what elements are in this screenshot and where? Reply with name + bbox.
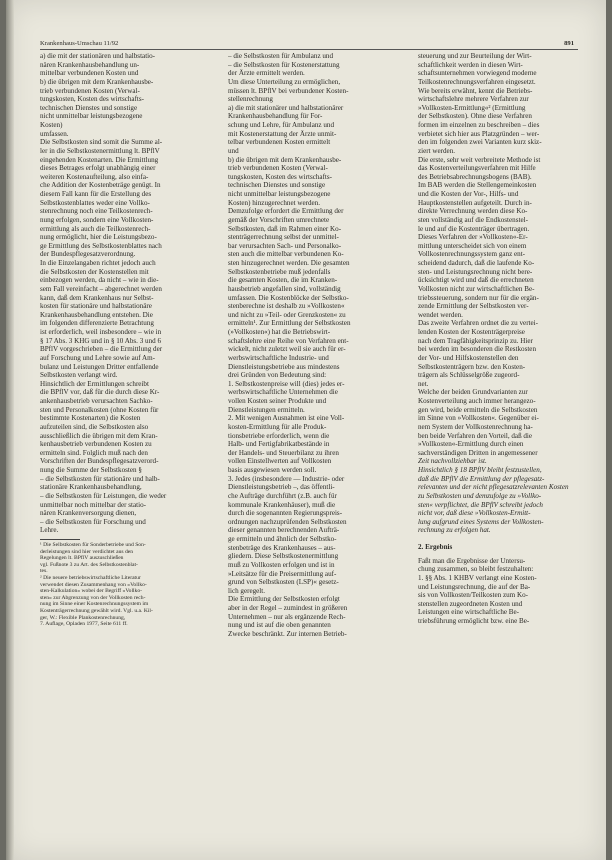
text-line: daß die BPflV die Ermittlung der pflegesatz- bbox=[418, 474, 545, 483]
text-line: wickelt, nicht zuletzt weil sie auch für er- bbox=[228, 345, 346, 354]
text-line: zu Selbstkosten und demzufolge zu »Vollko- bbox=[418, 491, 542, 500]
text-line: bei werden im besonderen die Restkosten bbox=[418, 345, 536, 354]
text-line: der Ärzte ermittelt werden. bbox=[228, 69, 305, 78]
text-line: b) die übrigen mit dem Krankenhausbe- bbox=[228, 155, 342, 164]
text-line: gliedern. Diese Selbstkostenermittlung bbox=[228, 552, 339, 561]
footnote-rule bbox=[40, 539, 80, 540]
text-line: b) die übrigen mit dem Krankenhausbe- bbox=[40, 77, 154, 86]
text-line: basis ausgewiesen werden soll. bbox=[228, 466, 317, 474]
text-line: Kostenverteilung auch immer herangezo- bbox=[418, 397, 536, 405]
text-line: kommunale Krankenhäuser), muß die bbox=[228, 500, 336, 509]
text-line: kosten für stationäre und halbstationäre bbox=[40, 302, 152, 311]
text-line: des Betriebsabrechnungsbogens (BAB). bbox=[418, 172, 532, 181]
text-line: und die Kosten der Vor-, Hilfs- und bbox=[418, 190, 519, 198]
text-line: eingehenden Kostenarten. Die Ermittlung bbox=[40, 155, 159, 164]
text-line: formen im einzelnen zu beschreiben – dies bbox=[418, 121, 540, 129]
text-line: nung erfolgen, sondern eine Vollkosten- bbox=[40, 215, 154, 224]
text-line: ausschließlich die übrigen mit dem Kran- bbox=[40, 431, 158, 440]
text-line: sten vollständig auf die Endkostenstel- bbox=[418, 215, 528, 224]
text-line: Vollkostenrechnungssystem ganz ent- bbox=[418, 250, 526, 259]
text-line: aber in der Regel – zumindest in größeren bbox=[228, 604, 348, 612]
text-line: relevanten und der nicht pflegesatzrelevanten Kosten bbox=[418, 483, 569, 492]
text-line: Die Selbstkosten sind somit die Summe al- bbox=[40, 138, 163, 147]
text-line: und nicht zu »Teil- oder Grenzkosten« zu bbox=[228, 310, 346, 319]
text-line: nicht vor, daß diese »Vollkosten-Ermitt- bbox=[418, 509, 531, 518]
text-line: scheidend dadurch, daß die laufende Ko- bbox=[418, 259, 535, 267]
text-line: sten hinzugerechnet werden. Die gesamten bbox=[228, 259, 350, 267]
text-line: tes. bbox=[40, 568, 48, 575]
text-line: das Kostenverteilungsverfahren mit Hilfe bbox=[418, 164, 536, 173]
text-line: der Bundespflegesatzverordnung. bbox=[40, 250, 136, 259]
text-line: che Addition der Kostenbeträge genügt. In bbox=[40, 181, 161, 190]
text-line: Hinsichtlich § 18 BPflV bleibt festzustellen, bbox=[418, 466, 542, 474]
text-line: nären Krankenhausbehandlung un- bbox=[40, 60, 140, 69]
text-line: technischen Dienstes und sonstige bbox=[40, 103, 138, 112]
text-line: triebssteuerung, sondern nur für die ergän- bbox=[418, 293, 539, 302]
text-line: Selbstkosten verlangt wird. bbox=[40, 371, 118, 380]
text-line: telbar verbundenen Kosten ermittelt bbox=[228, 138, 331, 147]
text-line: sten und Personalkosten (ohne Kosten für bbox=[40, 405, 159, 414]
column-2 bbox=[228, 52, 388, 842]
text-line: Vollkosten nicht zur wirtschaftlichen Be- bbox=[418, 284, 535, 293]
text-line: der Handels- und Steuerbilanz zu ihren bbox=[228, 448, 339, 457]
text-line: »Vollkosten-Ermittlung«² (Ermittlung bbox=[418, 103, 526, 112]
column-1 bbox=[40, 52, 200, 842]
text-line: Kostenträgerrechnung gewählt wird. Vgl. u.a. Kil- bbox=[40, 607, 153, 614]
text-line: hausbetrieb angefallen sind, vollständig bbox=[228, 284, 341, 293]
text-line: werbswirtschaftliche Industrie- und bbox=[228, 353, 329, 362]
text-line: nung die Summe der Selbstkosten § bbox=[40, 466, 142, 474]
running-header bbox=[40, 40, 578, 50]
text-line: – die Selbstkosten für Ambulanz und bbox=[228, 52, 334, 60]
text-line: a) die mit der stationären und halbstatio- bbox=[40, 52, 156, 60]
text-line: stationäre Krankenhausbehandlung, bbox=[40, 483, 142, 492]
text-line: Selbstkosten, daß im Rahmen einer Ko- bbox=[228, 224, 342, 233]
text-line: ben beide Verfahren den Vorteil, daß die bbox=[418, 431, 533, 440]
text-line: schaftslehre eine Reihe von Verfahren ent- bbox=[228, 336, 349, 345]
text-line: lenden Kosten der Kostenträgerpreise bbox=[418, 328, 525, 336]
text-line: kenhausbetrieb verbundenen Kosten zu bbox=[40, 440, 152, 449]
text-line: wirtschaftslehre mehrere Verfahren zur bbox=[418, 95, 529, 104]
text-line: – die Selbstkosten für Forschung und bbox=[40, 517, 146, 526]
text-line: bestimmte Kostenarten) die Kosten bbox=[40, 414, 141, 423]
column-3 bbox=[418, 52, 582, 842]
text-line: – die Selbstkosten für Kostenerstattung bbox=[228, 60, 340, 69]
text-line: trägern als Schlüsselgröße zugeord- bbox=[418, 371, 520, 380]
text-line: 1. §§ Abs. 1 KHBV verlangt eine Kosten- bbox=[418, 573, 537, 582]
text-line: sten« verpflichtet, die BPflV schreibt jedoch bbox=[418, 500, 543, 509]
text-line: ger, W.: Flexible Plankostenrechnung, bbox=[40, 614, 126, 621]
text-line: Im BAB werden die Stellengemeinkosten bbox=[418, 181, 537, 190]
text-line: umfassen. bbox=[40, 129, 69, 138]
text-line: 7. Auflage, Opladen 1977, Seite 611 ff. bbox=[40, 621, 128, 628]
text-line: ankenhausbetrieb verursachten Sachko- bbox=[40, 397, 153, 405]
text-line: ler in die Selbstkostenermittlung lt. BPflV bbox=[40, 146, 160, 155]
text-line: ¹ Die Selbstkosten für Sonderbetriebe und Son- bbox=[40, 542, 146, 548]
text-line: verwendet diesen Zusammenhang von »Vollko- bbox=[40, 581, 147, 588]
text-line: vollen Kosten seiner Produkte und bbox=[228, 397, 327, 405]
text-line: nach dem Tragfähigkeitsprinzip zu. Hier bbox=[418, 336, 533, 345]
text-line: mittlung unterscheidet sich von einem bbox=[418, 241, 527, 250]
text-line: nicht unmittelbar leistungsbezogene bbox=[40, 112, 143, 121]
text-line: Das zweite Verfahren ordnet die zu vertei- bbox=[418, 319, 539, 328]
text-line: wendet werden. bbox=[418, 310, 463, 319]
text-line: Wie bereits erwähnt, kennt die Betriebs- bbox=[418, 86, 533, 95]
text-line: die gesamten Kosten, die im Kranken- bbox=[228, 276, 338, 285]
text-line: nicht unmittelbar leistungsbezogene bbox=[228, 190, 331, 198]
text-line: Dieses Verfahren der »Vollkosten«-Er- bbox=[418, 233, 528, 242]
text-line: Teilkostenrechnungsverfahren eingesetzt. bbox=[418, 77, 536, 86]
text-line: ücksichtigt wird und daß die errechneten bbox=[418, 276, 534, 285]
text-line: ermittlung als auch die Teilkostenrech- bbox=[40, 224, 151, 233]
text-line: Regelungen lt. BPflV auszuschließen bbox=[40, 555, 124, 562]
text-line: gen wird, beide ermitteln die Selbstkosten bbox=[418, 405, 538, 414]
text-line: ge Ermittlung des Selbstkostenblattes nach bbox=[40, 241, 162, 250]
text-line: bar verursachten Sach- und Personalko- bbox=[228, 241, 342, 250]
text-line: chung zusammen, so bleibt festzuhalten: bbox=[418, 565, 534, 574]
text-line: nem System der Vollkostenrechnung ha- bbox=[418, 422, 533, 431]
text-line: mittelbar verbundenen Kosten und bbox=[40, 69, 139, 78]
text-line: umfassen. Die Kostenblöcke der Selbstko- bbox=[228, 293, 349, 302]
text-line: und bbox=[228, 146, 239, 155]
text-line: Halb- und Fertigfabrikatbestände in bbox=[228, 440, 330, 449]
text-line: BPflV vorgeschrieben – die Ermittlung der bbox=[40, 345, 163, 354]
text-line: Demzufolge erfordert die Ermittlung der bbox=[228, 207, 344, 216]
text-line: trieb verbundenen Kosten (Verwal- bbox=[40, 86, 140, 95]
text-line: die BPflV vor, daß für die durch diese Kr- bbox=[40, 388, 160, 397]
text-line: tionsbetriebe erforderlich, wenn die bbox=[228, 431, 330, 440]
text-line: trieb verbundenen Kosten (Verwal- bbox=[228, 164, 328, 173]
text-line: grund von Selbstkosten (LSP)« gesetz- bbox=[228, 578, 339, 587]
text-line: – die Selbstkosten für stationäre und halb- bbox=[40, 474, 160, 483]
text-line: Vorschriften der Bundespflegesatzverord- bbox=[40, 457, 159, 466]
text-line: sten auch die mittelbar verbundenen Ko- bbox=[228, 250, 344, 259]
text-line: rechnung zu erfolgen hat. bbox=[418, 526, 491, 535]
text-line: ist erforderlich, weil insbesondere – wie in bbox=[40, 328, 162, 336]
text-line: a) die mit stationärer und halbstationärer bbox=[228, 103, 344, 112]
text-line: vollen Einstellwerten auf Vollkosten bbox=[228, 457, 332, 466]
section-heading: 2. Ergebnis bbox=[418, 543, 453, 551]
text-line: »Vollkosten«-Ermittlung durch einen bbox=[418, 440, 524, 449]
text-line: 1. Selbstkostenpreise will (dies) jedes er- bbox=[228, 379, 345, 388]
text-line: Zeit nachvollziehbar ist. bbox=[418, 457, 487, 466]
text-line: aufzuteilen sind, die Selbstkosten also bbox=[40, 422, 149, 431]
text-line: kosten-Ermittlung für alle Produk- bbox=[228, 422, 327, 431]
text-line: nung und ist auf die oben genannten bbox=[228, 621, 331, 630]
text-line: sten- und Leistungsrechnung nicht bere- bbox=[418, 267, 533, 276]
text-line: Kosten) hinzugerechnet werden. bbox=[228, 198, 320, 207]
text-line: 2. Mit wenigen Ausnahmen ist eine Voll- bbox=[228, 414, 345, 423]
text-line: sten-Kalkulation« wobei der Begriff »Vollko- bbox=[40, 588, 143, 595]
text-line: Dienstleistungsbetrieb –, das öffentli- bbox=[228, 483, 335, 492]
text-line: weiteren Kostenaufteilung, also einfa- bbox=[40, 172, 149, 181]
text-line: § 17 Abs. 3 KHG und in § 10 Abs. 3 und 6 bbox=[40, 336, 161, 345]
text-line: Krankenhausbehandlung entstehen. Die bbox=[40, 310, 153, 319]
text-line: Zwecke beschränkt. Zur internen Betrieb- bbox=[228, 629, 347, 638]
text-line: Hauptkostenstellen aufgeteilt. Durch in- bbox=[418, 198, 532, 207]
text-line: »Leitsätze für die Preisermittlung auf- bbox=[228, 569, 337, 578]
text-line: vgl. Fußnote 3 zu Art. des Selbstkostenblat- bbox=[40, 561, 138, 568]
text-line: werbswirtschaftliche Unternehmen die bbox=[228, 388, 338, 397]
text-line: der Selbstkosten). Ohne diese Verfahren bbox=[418, 112, 532, 121]
text-line: dieser genannten berechnenden Aufträ- bbox=[228, 526, 340, 535]
journal-title: Krankenhaus-Umschau 11/92 bbox=[40, 40, 119, 47]
text-line: stellenrechnung bbox=[228, 95, 273, 104]
text-line: Dienstleistungsbetriebe aus mindestens bbox=[228, 362, 340, 371]
text-line: nung ermöglicht, hier die Leistungsbezo- bbox=[40, 233, 157, 242]
text-line: kann, daß dem Krankenhaus nur Selbst- bbox=[40, 293, 154, 302]
text-line: stenstellen zugeordneten Kosten und bbox=[418, 599, 523, 608]
text-line: ordnungen nachzuprüfenden Selbstkosten bbox=[228, 517, 347, 526]
text-line: Kosten) bbox=[40, 121, 63, 129]
text-line: nären Krankenversorgung dienen, bbox=[40, 509, 137, 518]
text-line: zende Ermittlung der Selbstkosten ver- bbox=[418, 302, 529, 311]
text-line: Faßt man die Ergebnisse der Untersu- bbox=[418, 556, 526, 565]
text-line: Krankenhausbehandlung für For- bbox=[228, 112, 323, 121]
text-line: verbietet sich hier aus Platzgründen – wer- bbox=[418, 129, 540, 138]
text-line: bulanz und Leistungen Dritter entfallende bbox=[40, 362, 159, 371]
text-line: im Sinne von »Vollkosten«. Gegenüber ei- bbox=[418, 414, 539, 423]
text-line: lung aufgrund eines Systems der Vollkosten- bbox=[418, 517, 544, 526]
text-line: sem Fall vereinfacht – abgerechnet werden bbox=[40, 284, 162, 293]
text-line: Selbstkostenbetriebe muß jedenfalls bbox=[228, 267, 331, 276]
text-line: le und auf die Kostenträger übertragen. bbox=[418, 224, 530, 233]
text-line: auf Forschung und Lehre sowie auf Am- bbox=[40, 353, 156, 362]
text-line: tungskosten, Kosten des wirtschafts- bbox=[228, 172, 333, 181]
text-line: schaftlichkeit werden in diesen Wirt- bbox=[418, 60, 523, 69]
text-line: ziert werden. bbox=[418, 146, 456, 155]
text-line: Selbstkostenträgern bzw. den Kosten- bbox=[418, 362, 526, 371]
text-line: gemäß der Vorschriften umrechnete bbox=[228, 215, 330, 224]
text-line: dieses Betrages erfolgt unabhängig einer bbox=[40, 164, 156, 173]
text-line: müssen lt. BPflV bei verbundener Kosten- bbox=[228, 86, 349, 95]
text-line: den im folgenden zwei Varianten kurz skiz- bbox=[418, 138, 542, 147]
text-line: im folgenden differenzierte Betrachtung bbox=[40, 319, 154, 328]
text-line: durch die sogenannten Regierungspreis- bbox=[228, 509, 343, 518]
text-line: ermitteln¹. Zur Ermittlung der Selbstkosten bbox=[228, 319, 351, 328]
text-line: triebsführung ermöglicht bzw. eine Be- bbox=[418, 617, 530, 625]
text-line: tungskosten, Kosten des wirtschafts- bbox=[40, 95, 145, 104]
text-line: net. bbox=[418, 379, 429, 388]
text-line: Dienstleistungen ermitteln. bbox=[228, 405, 305, 414]
text-line: ² Die neuere betriebswirtschaftliche Literatur bbox=[40, 574, 141, 581]
text-line: Hinsichtlich der Ermittlungen schreibt bbox=[40, 379, 149, 388]
document-page bbox=[6, 0, 606, 860]
text-line: lich geregelt. bbox=[228, 586, 266, 595]
text-line: Leistungen eine wirtschaftliche Be- bbox=[418, 608, 520, 617]
text-line: (»Vollkosten«) hat die Betriebswirt- bbox=[228, 328, 331, 336]
text-line: und Leistungsrechnung, die auf der Ba- bbox=[418, 582, 531, 591]
text-line: sis von Vollkosten/Teilkosten zum Ko- bbox=[418, 591, 528, 600]
text-line: 3. Jedes (insbesondere — Industrie- oder bbox=[228, 474, 345, 483]
text-line: muß zu Vollkosten erfolgen und ist in bbox=[228, 560, 335, 569]
text-line: Um diese Unterteilung zu ermöglichen, bbox=[228, 77, 341, 86]
text-line: steuerung und zur Beurteilung der Wirt- bbox=[418, 52, 532, 60]
text-line: stenbeträge des Krankenhauses – aus- bbox=[228, 543, 336, 552]
text-line: stenrechnung noch eine Teilkostenrech- bbox=[40, 207, 153, 216]
text-line: schaftsunternehmen vorwiegend moderne bbox=[418, 69, 537, 78]
text-line: einbezogen werden, da nicht – wie in die- bbox=[40, 276, 159, 285]
page-number: 891 bbox=[564, 40, 574, 47]
text-line: technischen Dienstes und sonstige bbox=[228, 181, 326, 190]
text-line: drei Gründen von Bedeutung sind: bbox=[228, 371, 327, 380]
text-line: direkte Verrechnung werden diese Ko- bbox=[418, 207, 528, 216]
text-line: che Aufträge durchführt (z.B. auch für bbox=[228, 491, 337, 500]
text-line: schung und Lehre, für Ambulanz und bbox=[228, 121, 334, 129]
text-line: stenträgerrechnung selbst der unmittel- bbox=[228, 233, 339, 242]
text-line: – die Selbstkosten für Leistungen, die weder bbox=[40, 491, 167, 500]
binding-shadow bbox=[6, 0, 14, 860]
text-line: Unternehmen – nur als ergänzende Rech- bbox=[228, 612, 346, 621]
text-line: die Selbstkosten der Kostenstellen mit bbox=[40, 267, 149, 276]
text-line: mit Kostenerstattung der Ärzte unmit- bbox=[228, 129, 337, 138]
text-line: der Vor- und Hilfskostenstellen den bbox=[418, 353, 519, 362]
text-line: Selbstkostenblattes weder eine Vollko- bbox=[40, 198, 150, 207]
text-line: Die Ermittlung der Selbstkosten erfolgt bbox=[228, 595, 340, 604]
text-line: sachverständigen Dritten in angemessener bbox=[418, 448, 538, 457]
text-line: Welche der beiden Grundvarianten zur bbox=[418, 388, 528, 397]
text-line: ermitteln sind. Folglich muß nach den bbox=[40, 448, 148, 457]
text-line: In die Einzelangaben richtet jedoch auch bbox=[40, 259, 156, 267]
text-line: unmittelbar noch mittelbar der statio- bbox=[40, 500, 146, 509]
text-line: ge ermitteln und ähnlich der Selbstko- bbox=[228, 535, 337, 543]
text-line: sten« zur Abgrenzung von der Vollkosten rech- bbox=[40, 594, 146, 601]
text-line: derleistungen sind hier verdichtet aus den bbox=[40, 548, 134, 555]
text-line: Die erste, sehr weit verbreitete Methode ist bbox=[418, 155, 541, 164]
text-line: Lehre. bbox=[40, 526, 59, 535]
text-line: diesem Fall kann für die Erstellung des bbox=[40, 190, 152, 198]
text-line: stenberechne ist deshalb zu »Vollkosten« bbox=[228, 302, 345, 311]
text-line: nung im Sinne einer Kostenrechnungssystem im bbox=[40, 601, 149, 608]
